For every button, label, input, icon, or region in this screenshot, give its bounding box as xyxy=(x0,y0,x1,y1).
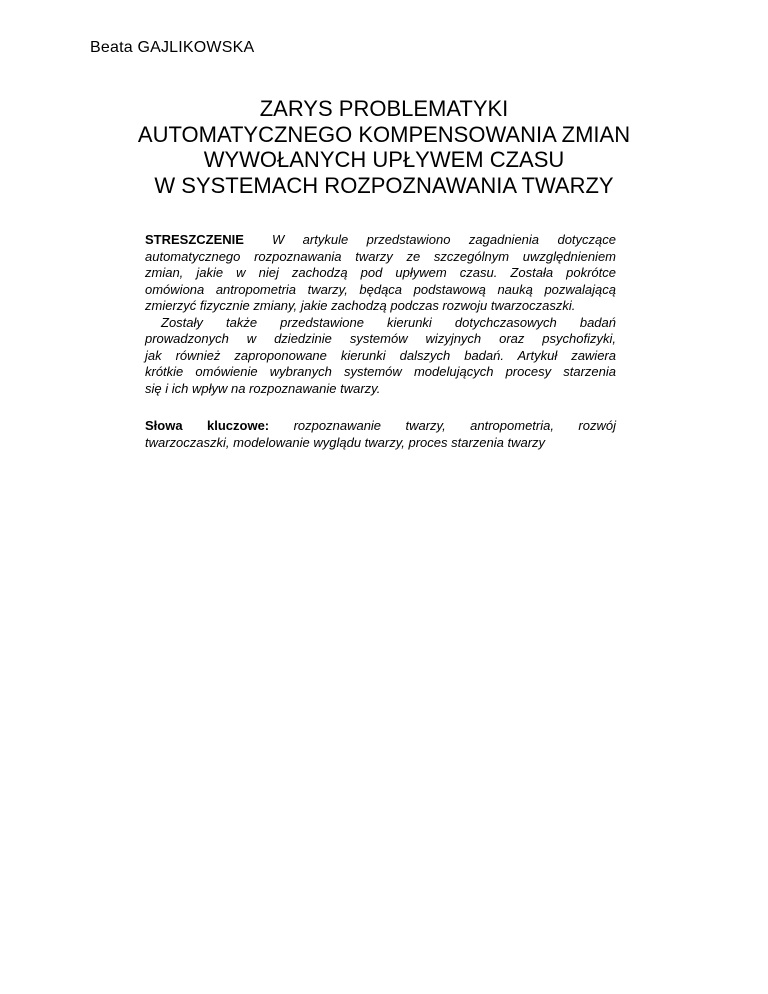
title-line: W SYSTEMACH ROZPOZNAWANIA TWARZY xyxy=(154,172,614,198)
abstract-line: zmian, jakie w niej zachodzą pod upływem czasu. Została pokrótce xyxy=(145,265,616,280)
abstract-line: Zostały także przedstawione kierunki dotychczasowych badań xyxy=(161,314,616,330)
abstract-label: STRESZCZENIE xyxy=(145,232,244,247)
keywords-label: Słowa kluczowe: xyxy=(145,418,270,433)
abstract xyxy=(145,232,616,397)
abstract-line: omówiona antropometria twarzy, będąca podstawową nauką pozwalającą xyxy=(145,281,616,297)
title-line: ZARYS PROBLEMATYKI xyxy=(259,96,509,121)
keywords-line xyxy=(145,418,616,435)
keywords xyxy=(145,418,616,451)
abstract-line: jak również zaproponowane kierunki dalszych badań. Artykuł zawiera xyxy=(145,347,616,363)
abstract-text: W artykule przedstawiono zagadnienia dotyczące xyxy=(271,232,616,247)
abstract-line: prowadzonych w dziedzinie systemów wizyjnych oraz psychofizyki, xyxy=(145,331,616,346)
author-name: Beata GAJLIKOWSKA xyxy=(90,39,255,56)
paper-title xyxy=(100,96,668,198)
keywords-text: rozpoznawanie twarzy, antropometria, rozwój xyxy=(293,418,616,433)
abstract-line: krótkie omówienie wybranych systemów modelujących procesy starzenia xyxy=(145,364,616,379)
abstract-line: zmierzyć fizycznie zmiany, jakie zachodzą podczas rozwoju twarzoczaszki. xyxy=(145,298,576,313)
keywords-line: twarzoczaszki, modelowanie wyglądu twarzy, proces starzenia twarzy xyxy=(145,434,546,450)
title-line: AUTOMATYCZNEGO KOMPENSOWANIA ZMIAN xyxy=(137,121,631,147)
abstract-line xyxy=(145,232,616,249)
title-line: WYWOŁANYCH UPŁYWEM CZASU xyxy=(203,147,565,172)
abstract-line: automatycznego rozpoznawania twarzy ze szczególnym uwzględnieniem xyxy=(145,248,616,264)
abstract-line: się i ich wpływ na rozpoznawanie twarzy. xyxy=(145,380,381,396)
